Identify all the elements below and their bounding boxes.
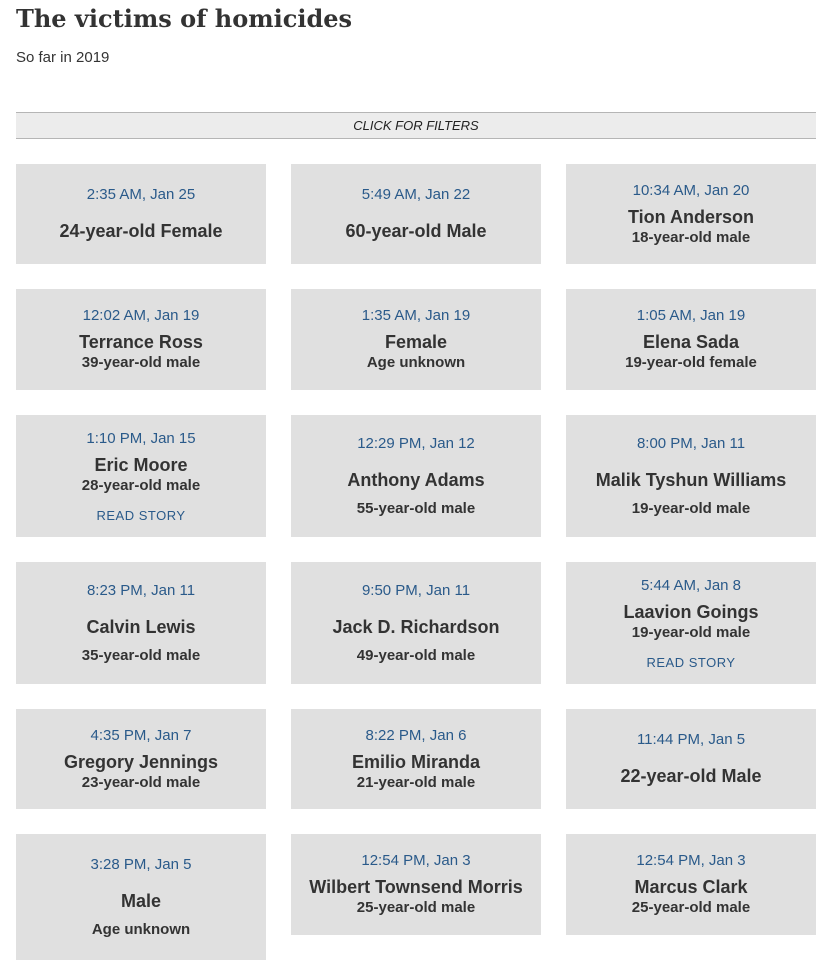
victim-age: 39-year-old male bbox=[81, 354, 201, 371]
victim-description: 60-year-old Male bbox=[345, 221, 487, 241]
incident-time: 3:28 PM, Jan 5 bbox=[90, 855, 192, 873]
victim-name: Wilbert Townsend Morris bbox=[309, 877, 523, 897]
victim-name: Tion Anderson bbox=[628, 206, 754, 227]
victim-name: Emilio Miranda bbox=[351, 751, 481, 772]
victim-age: Age unknown bbox=[366, 354, 466, 371]
incident-time: 12:54 PM, Jan 3 bbox=[636, 852, 746, 869]
victim-name: Anthony Adams bbox=[347, 469, 485, 490]
victim-card[interactable] bbox=[566, 709, 816, 809]
victim-age: 19-year-old female bbox=[625, 354, 757, 371]
victim-name: Laavion Goings bbox=[623, 601, 759, 622]
incident-time: 4:35 PM, Jan 7 bbox=[90, 726, 192, 744]
victim-description: 22-year-old Male bbox=[620, 766, 762, 786]
victim-age: 28-year-old male bbox=[81, 476, 201, 494]
victim-name: Marcus Clark bbox=[634, 877, 748, 897]
victim-name: Female bbox=[384, 332, 448, 352]
victim-age: 55-year-old male bbox=[356, 499, 476, 517]
victim-card[interactable] bbox=[566, 289, 816, 390]
victim-age: 23-year-old male bbox=[81, 773, 201, 791]
page-subtitle: So far in 2019 bbox=[16, 49, 110, 66]
read-story-link[interactable]: READ STORY bbox=[646, 654, 736, 670]
victim-age: 25-year-old male bbox=[631, 899, 751, 916]
victim-description: 24-year-old Female bbox=[59, 221, 223, 241]
incident-time: 1:35 AM, Jan 19 bbox=[361, 307, 471, 324]
victim-card[interactable] bbox=[291, 289, 541, 390]
victim-card[interactable] bbox=[16, 562, 266, 684]
victim-age: 21-year-old male bbox=[356, 773, 476, 791]
victim-card[interactable] bbox=[16, 709, 266, 809]
victim-card[interactable] bbox=[291, 834, 541, 935]
victim-name: Eric Moore bbox=[94, 454, 188, 475]
victim-card[interactable] bbox=[16, 834, 266, 960]
victim-name: Elena Sada bbox=[642, 332, 740, 352]
victim-name: Male bbox=[120, 890, 162, 911]
victim-card[interactable] bbox=[291, 709, 541, 809]
victim-age: 19-year-old male bbox=[631, 499, 751, 517]
victim-age: 49-year-old male bbox=[356, 646, 476, 664]
incident-time: 12:54 PM, Jan 3 bbox=[361, 852, 471, 869]
victim-card[interactable] bbox=[566, 834, 816, 935]
victim-name: Terrance Ross bbox=[79, 332, 203, 352]
incident-time: 5:44 AM, Jan 8 bbox=[640, 576, 742, 594]
incident-time: 11:44 PM, Jan 5 bbox=[636, 731, 746, 748]
victim-age: 25-year-old male bbox=[356, 899, 476, 916]
victim-age: 19-year-old male bbox=[631, 623, 751, 641]
victim-card[interactable] bbox=[291, 562, 541, 684]
read-story-link[interactable]: READ STORY bbox=[96, 507, 186, 523]
victim-card[interactable] bbox=[566, 415, 816, 537]
victim-card[interactable] bbox=[291, 415, 541, 537]
incident-time: 8:00 PM, Jan 11 bbox=[636, 434, 746, 452]
victim-card[interactable] bbox=[291, 164, 541, 264]
incident-time: 2:35 AM, Jan 25 bbox=[86, 186, 196, 203]
incident-time: 12:29 PM, Jan 12 bbox=[357, 434, 475, 452]
victim-age: 18-year-old male bbox=[631, 228, 751, 246]
incident-time: 8:22 PM, Jan 6 bbox=[365, 726, 467, 744]
victim-card[interactable] bbox=[16, 289, 266, 390]
victim-card[interactable] bbox=[566, 562, 816, 684]
incident-time: 5:49 AM, Jan 22 bbox=[361, 186, 471, 203]
victim-name: Malik Tyshun Williams bbox=[595, 469, 787, 490]
victim-card[interactable] bbox=[566, 164, 816, 264]
incident-time: 1:05 AM, Jan 19 bbox=[636, 307, 746, 324]
victim-age: 35-year-old male bbox=[81, 646, 201, 664]
incident-time: 8:23 PM, Jan 11 bbox=[86, 581, 196, 599]
incident-time: 9:50 PM, Jan 11 bbox=[361, 581, 471, 599]
incident-time: 10:34 AM, Jan 20 bbox=[632, 181, 750, 199]
filters-toggle-button[interactable]: CLICK FOR FILTERS bbox=[16, 112, 816, 139]
victim-card[interactable] bbox=[16, 164, 266, 264]
incident-time: 1:10 PM, Jan 15 bbox=[86, 429, 196, 447]
victim-name: Jack D. Richardson bbox=[332, 616, 500, 637]
victim-name: Calvin Lewis bbox=[86, 616, 196, 637]
victim-card[interactable] bbox=[16, 415, 266, 537]
victim-age: Age unknown bbox=[91, 920, 191, 938]
page-title: The victims of homicides bbox=[16, 4, 353, 33]
victim-name: Gregory Jennings bbox=[63, 751, 219, 772]
incident-time: 12:02 AM, Jan 19 bbox=[82, 307, 200, 324]
